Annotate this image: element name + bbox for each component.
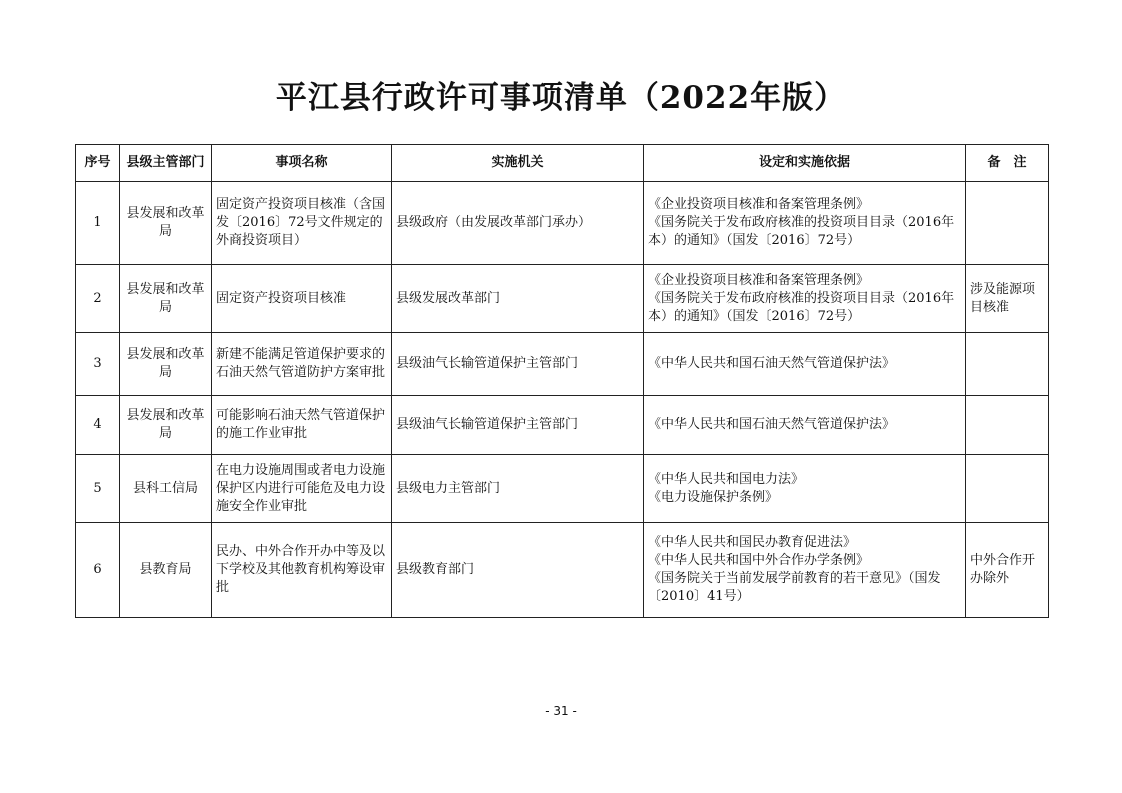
row-index: 5 xyxy=(76,455,120,523)
row-item-name: 可能影响石油天然气管道保护的施工作业审批 xyxy=(212,396,392,455)
row-agency: 县级油气长输管道保护主管部门 xyxy=(392,396,644,455)
table-header-row xyxy=(76,145,1049,182)
row-remarks xyxy=(966,455,1049,523)
row-item-name: 新建不能满足管道保护要求的石油天然气管道防护方案审批 xyxy=(212,333,392,396)
header-remarks: 备 注 xyxy=(966,145,1049,182)
row-index: 2 xyxy=(76,265,120,333)
basis-line: 《中华人民共和国石油天然气管道保护法》 xyxy=(648,417,896,432)
header-item-name: 事项名称 xyxy=(212,145,392,182)
row-basis xyxy=(644,333,966,396)
row-agency: 县级油气长输管道保护主管部门 xyxy=(392,333,644,396)
header-department: 县级主管部门 xyxy=(120,145,212,182)
table-row xyxy=(76,396,1049,455)
row-remarks: 中外合作开办除外 xyxy=(966,523,1049,618)
row-department: 县发展和改革局 xyxy=(120,333,212,396)
document-title: 平江县行政许可事项清单（2022年版） xyxy=(275,80,847,116)
row-department: 县发展和改革局 xyxy=(120,265,212,333)
row-remarks xyxy=(966,396,1049,455)
row-remarks xyxy=(966,333,1049,396)
basis-line: 《国务院关于发布政府核准的投资项目目录（2016年本）的通知》（国发〔2016〕72号） xyxy=(648,215,955,248)
row-index: 4 xyxy=(76,396,120,455)
row-index: 3 xyxy=(76,333,120,396)
row-basis xyxy=(644,182,966,265)
table-row xyxy=(76,523,1049,618)
row-basis xyxy=(644,396,966,455)
row-basis xyxy=(644,455,966,523)
page-number: - 31 - xyxy=(545,704,577,718)
table-row xyxy=(76,182,1049,265)
row-department: 县教育局 xyxy=(120,523,212,618)
row-agency: 县级发展改革部门 xyxy=(392,265,644,333)
row-department: 县发展和改革局 xyxy=(120,182,212,265)
header-agency: 实施机关 xyxy=(392,145,644,182)
row-item-name: 固定资产投资项目核准 xyxy=(212,265,392,333)
table-row xyxy=(76,265,1049,333)
basis-line: 《企业投资项目核准和备案管理条例》 xyxy=(648,272,870,288)
header-index: 序号 xyxy=(76,145,120,182)
row-agency: 县级教育部门 xyxy=(392,523,644,618)
row-basis xyxy=(644,523,966,618)
row-index: 6 xyxy=(76,523,120,618)
row-item-name: 在电力设施周围或者电力设施保护区内进行可能危及电力设施安全作业审批 xyxy=(212,455,392,523)
row-remarks xyxy=(966,182,1049,265)
row-department: 县科工信局 xyxy=(120,455,212,523)
permit-items-table xyxy=(75,144,1049,618)
basis-line: 《电力设施保护条例》 xyxy=(648,489,779,505)
table-row xyxy=(76,333,1049,396)
row-item-name: 民办、中外合作开办中等及以下学校及其他教育机构筹设审批 xyxy=(212,523,392,618)
table-row xyxy=(76,455,1049,523)
row-index: 1 xyxy=(76,182,120,265)
basis-line: 《国务院关于当前发展学前教育的若干意见》（国发〔2010〕41号） xyxy=(648,571,941,604)
basis-line: 《中华人民共和国中外合作办学条例》 xyxy=(648,553,870,568)
row-department: 县发展和改革局 xyxy=(120,396,212,455)
row-agency: 县级政府（由发展改革部门承办） xyxy=(392,182,644,265)
basis-line: 《中华人民共和国电力法》 xyxy=(648,471,805,487)
row-item-name: 固定资产投资项目核准（含国发〔2016〕72号文件规定的外商投资项目） xyxy=(212,182,392,265)
basis-line: 《国务院关于发布政府核准的投资项目目录（2016年本）的通知》（国发〔2016〕72号） xyxy=(648,290,955,324)
header-basis: 设定和实施依据 xyxy=(644,145,966,182)
row-basis xyxy=(644,265,966,333)
basis-line: 《企业投资项目核准和备案管理条例》 xyxy=(648,197,870,212)
row-agency: 县级电力主管部门 xyxy=(392,455,644,523)
basis-line: 《中华人民共和国石油天然气管道保护法》 xyxy=(648,356,896,371)
basis-line: 《中华人民共和国民办教育促进法》 xyxy=(648,535,857,550)
row-remarks: 涉及能源项目核准 xyxy=(966,265,1049,333)
